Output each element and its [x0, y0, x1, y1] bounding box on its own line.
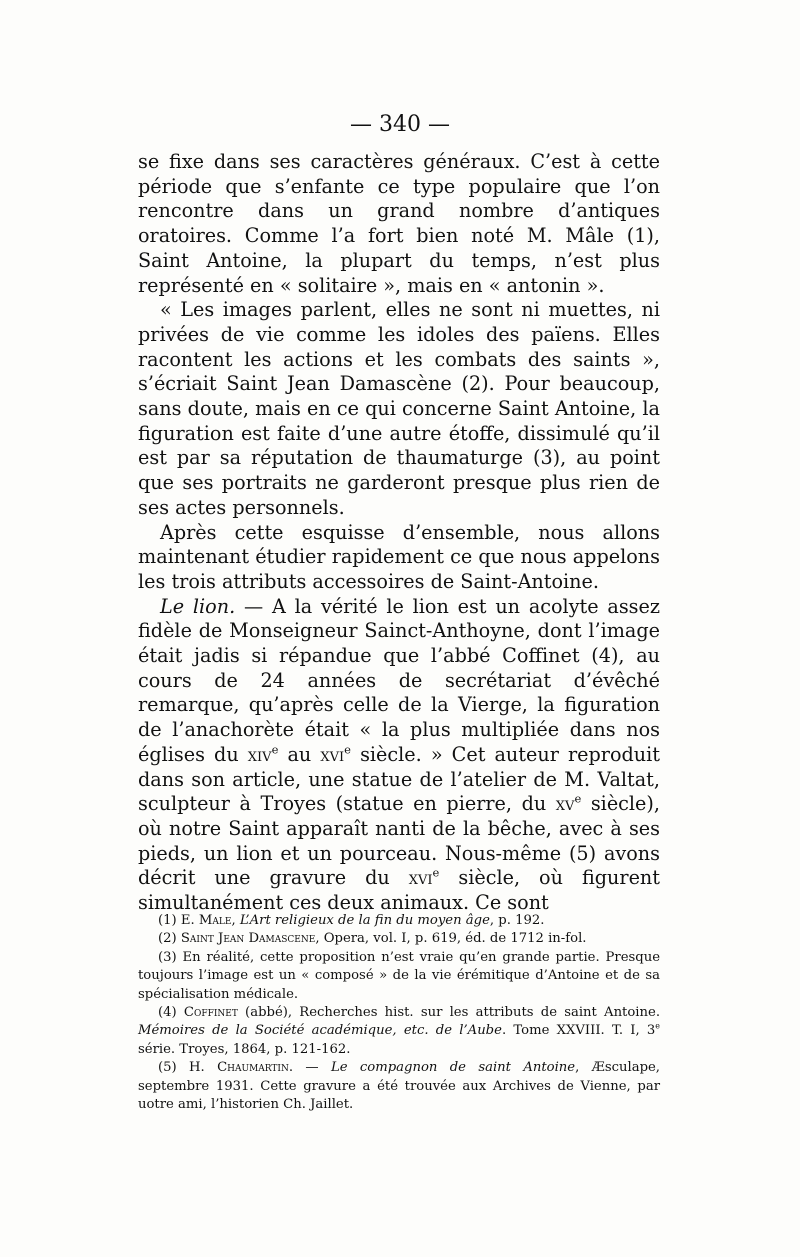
footnote-4-num: (4): [158, 1005, 184, 1021]
footnote-1-title: L’Art religieux de la fin du moyen âge: [239, 913, 490, 928]
century-4-sup: e: [432, 866, 440, 880]
paragraph-lion: [138, 595, 660, 916]
footnote-4-rest-a: (abbé), Recherches hist. sur les attributs de saint Antoine.: [237, 1005, 661, 1021]
footnote-2-author: Saint Jean Damascene: [180, 931, 316, 947]
footnote-4-rest-c: série. Troyes, 1864, p. 121-162.: [138, 1041, 351, 1057]
footnote-1-author: E. Male: [180, 913, 232, 928]
footnote-3: (3) En réalité, cette proposition n’est vraie qu’en grande partie. Presque toujours l’image est un « composé » de la vie érémitique d’Antoine et de sa spécialisation médicale.: [138, 949, 660, 1002]
lion-text-a: — A la vérité le lion est un acolyte assez fidèle de Monseigneur Sainct-Anthoyne, dont l’image était jadis si répandue que l’abbé Coffinet (4), au cours de 24 années de secrétariat d’évêché remarque, qu’après celle de la Vierge, la figuration de l’anachorète était « la plus multipliée dans nos églises du: [138, 594, 660, 766]
footnote-2-num: (2): [158, 931, 181, 947]
footnote-5-num: (5): [158, 1060, 190, 1076]
footnote-4-author: Coffinet: [183, 1005, 238, 1021]
footnote-5-dash: . —: [288, 1060, 331, 1076]
paragraph-1: se fixe dans ses caractères généraux. C’est à cette période que s’enfante ce type populaire que l’on rencontre dans un grand nombre d’antiques oratoires. Comme l’a fort bien noté M. Mâle (1), Saint Antoine, la plupart du temps, n’est plus représenté en « solitaire », mais en « antonin ».: [138, 150, 660, 297]
main-text: [138, 150, 660, 916]
century-1: xiv: [247, 742, 272, 766]
footnote-2-rest: , Opera, vol. I, p. 619, éd. de 1712 in-fol.: [315, 931, 587, 947]
footnotes: [138, 912, 660, 1114]
footnote-1-rest: , p. 192.: [489, 913, 545, 928]
lion-text-e: siècle, où figurent simultanément ces deux animaux. Ce sont: [138, 866, 660, 915]
century-1-sup: e: [271, 742, 279, 757]
lion-text-d: siècle), où notre Saint apparaît nanti de la bêche, avec à ses pieds, un lion et un pourceau. Nous-même (5) avons décrit une gravure du: [138, 792, 660, 890]
footnote-4-title: Mémoires de la Société académique, etc. de l’Aube: [138, 1023, 502, 1039]
lion-heading: Le lion.: [160, 594, 236, 618]
footnote-4-rest-b: . Tome XXVIII. T. I, 3: [501, 1023, 656, 1039]
footnote-5-title: Le compagnon de saint Antoine: [330, 1060, 576, 1076]
footnote-4: [138, 1004, 660, 1059]
paragraph-3: Après cette esquisse d’ensemble, nous allons maintenant étudier rapidement ce que nous appelons les trois attributs accessoires de Saint-Antoine.: [138, 520, 660, 593]
century-4: xvi: [408, 866, 433, 890]
century-3-sup: e: [574, 791, 582, 806]
paragraph-2: « Les images parlent, elles ne sont ni muettes, ni privées de vie comme les idoles des païens. Elles racontent les actions et les combats des saints », s’écriait Saint Jean Damascène (2). Pour beaucoup, sans doute, mais en ce qui concerne Saint Antoine, la figuration est faite d’une autre étoffe, dissimulé qu’il est par sa réputation de thaumaturge (3), au point que ses portraits ne garderont presque plus rien de ses actes personnels.: [138, 298, 660, 519]
century-2-sup: e: [344, 742, 351, 757]
footnote-5: [138, 1059, 660, 1114]
century-3: xv: [555, 792, 575, 816]
footnote-1: (1) E. Male, L’Art religieux de la fin du moyen âge, p. 192.: [158, 913, 545, 928]
page-number: — 340 —: [350, 112, 450, 137]
footnote-4-sup: e: [655, 1022, 660, 1032]
footnote-5-rest: , Æsculape, septembre 1931. Cette gravure a été trouvée aux Archives de Vienne, par uotre ami, l’historien Ch. Jaillet.: [138, 1060, 661, 1113]
footnote-1-num: (1): [158, 913, 181, 928]
footnote-5-author: H. Chaumartin: [189, 1060, 289, 1076]
lion-text-c: siècle. » Cet auteur reproduit dans son article, une statue de l’atelier de M. Valtat, sculpteur à Troyes (statue en pierre, du: [138, 742, 660, 816]
footnote-2: [138, 930, 660, 948]
lion-text-b: au: [278, 742, 321, 766]
century-2: xvi: [320, 742, 345, 766]
